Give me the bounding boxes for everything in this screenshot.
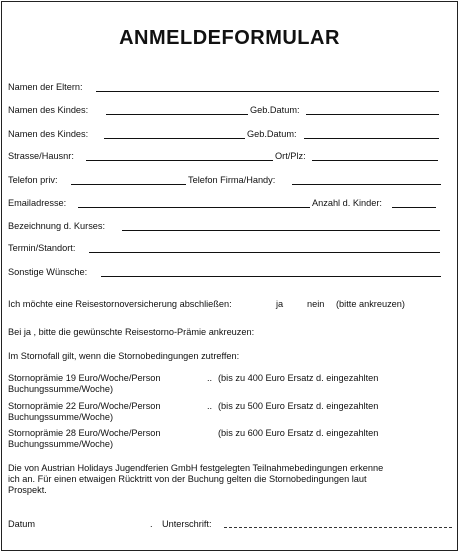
label-child1-name: Namen des Kindes: [8,105,89,115]
input-child2-birthdate[interactable] [304,138,439,139]
form-title: ANMELDEFORMULAR [119,27,340,49]
label-date-location: Termin/Standort: [8,243,76,253]
input-parents-name[interactable] [96,91,439,92]
premium-option-19-coverage: (bis zu 400 Euro Ersatz d. eingezahlten [218,373,379,383]
label-phone-business: Telefon Firma/Handy: [188,175,276,185]
premium-option-22-mark: .. [207,401,213,411]
premium-option-19[interactable]: Stornoprämie 19 Euro/Woche/Person [8,373,161,383]
input-phone-business[interactable] [292,184,441,185]
input-child1-name[interactable] [106,114,248,115]
input-date-location[interactable] [89,252,440,253]
terms-line-2: ich an. Für einen etwaigen Rücktritt von der Buchung gelten die Stornobedingungen laut [8,474,367,484]
input-city-zip[interactable] [312,160,438,161]
input-signature[interactable] [224,527,452,528]
label-children-count: Anzahl d. Kinder: [312,198,382,208]
insurance-option-no[interactable]: nein [307,299,325,309]
insurance-premium-instruction: Bei ja , bitte die gewünschte Reisestorno-Prämie ankreuzen: [8,327,255,337]
label-phone-private: Telefon priv: [8,175,58,185]
label-child2-name: Namen des Kindes: [8,129,89,139]
premium-option-19-sum: Buchungssumme/Woche) [8,384,114,394]
terms-line-3: Prospekt. [8,485,47,495]
label-date: Datum [8,519,36,529]
label-parents-name: Namen der Eltern: [8,82,83,92]
input-other-wishes[interactable] [101,276,441,277]
label-street: Strasse/Hausnr: [8,151,74,161]
label-city-zip: Ort/Plz: [275,151,306,161]
input-course[interactable] [122,230,440,231]
input-email[interactable] [78,207,310,208]
footer-dot: . [150,519,153,529]
terms-line-1: Die von Austrian Holidays Jugendferien GmbH festgelegten Teilnahmebedingungen erkenne [8,463,384,473]
label-signature: Unterschrift: [162,519,212,529]
premium-option-28-coverage: (bis zu 600 Euro Ersatz d. eingezahlten [218,428,379,438]
registration-form [1,1,458,551]
input-phone-private[interactable] [71,184,186,185]
premium-option-28[interactable]: Stornoprämie 28 Euro/Woche/Person [8,428,161,438]
input-children-count[interactable] [392,207,436,208]
label-child2-birthdate: Geb.Datum: [247,129,297,139]
label-other-wishes: Sonstige Wünsche: [8,267,88,277]
premium-option-28-sum: Buchungssumme/Woche) [8,439,114,449]
insurance-option-yes[interactable]: ja [276,299,284,309]
premium-option-22-sum: Buchungssumme/Woche) [8,412,114,422]
input-child1-birthdate[interactable] [306,114,439,115]
insurance-question: Ich möchte eine Reisestornoversicherung abschließen: [8,299,232,309]
label-course: Bezeichnung d. Kurses: [8,221,106,231]
insurance-hint: (bitte ankreuzen) [336,299,405,309]
label-email: Emailadresse: [8,198,67,208]
premium-option-19-mark: .. [207,373,213,383]
premium-option-22-coverage: (bis zu 500 Euro Ersatz d. eingezahlten [218,401,379,411]
insurance-conditions: Im Stornofall gilt, wenn die Stornobedingungen zutreffen: [8,351,240,361]
input-child2-name[interactable] [104,138,245,139]
premium-option-22[interactable]: Stornoprämie 22 Euro/Woche/Person [8,401,161,411]
input-street[interactable] [86,160,273,161]
label-child1-birthdate: Geb.Datum: [250,105,300,115]
